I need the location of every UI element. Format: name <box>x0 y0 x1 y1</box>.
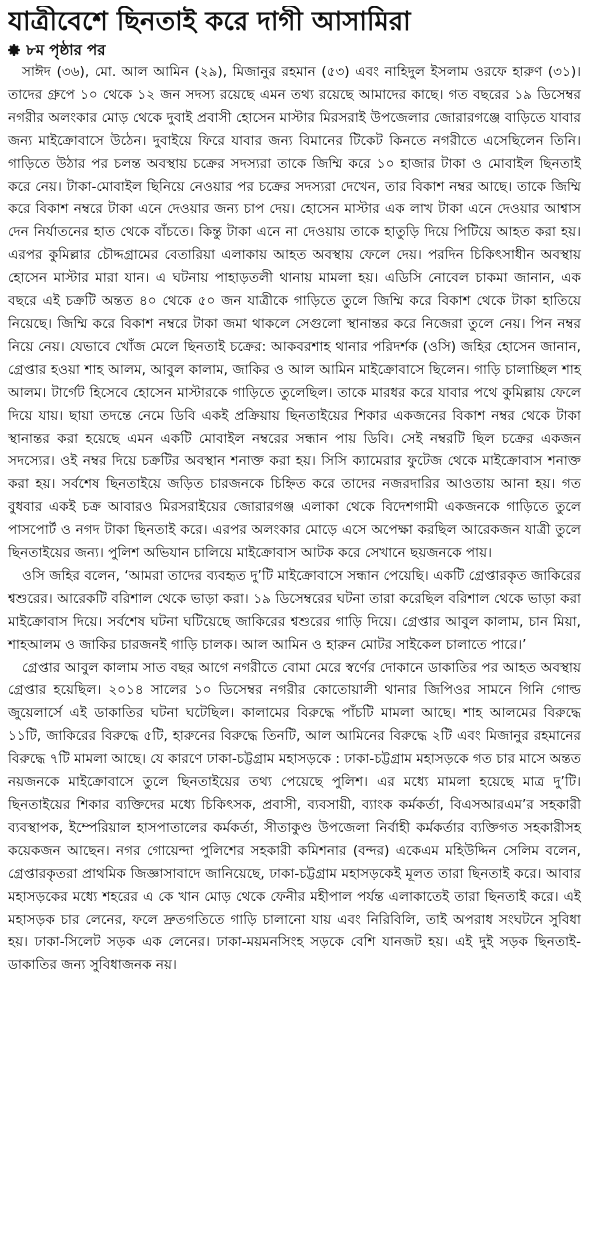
article-paragraph-1: সাঈদ (৩৬), মো. আল আমিন (২৯), মিজানুর রহমান (৫৩) এবং নাহিদুল ইসলাম ওরফে হারুণ (৩১)। তাদের গ্রুপে ১০ থেকে ১২ জন সদস্য রয়েছে এমন তথ্য রয়েছে আমাদের কাছে। গত বছরের ১৯ ডিসেম্বর নগরীর অলংকার মোড় থেকে দুবাই প্রবাসী হোসেন মাস্টার মিরসরাই উপজেলার জোরারগঞ্জে বাড়িতে যাবার জন্য মাইক্রোবাসে উঠেন। দুবাইয়ে ফিরে যাবার জন্য বিমানের টিকেট কিনতে নগরীতে এসেছিলেন তিনি। গাড়িতে উঠার পর চলন্ত অবস্থায় চক্রের সদস্যরা তাকে জিম্মি করে ১০ হাজার টাকা ও মোবাইল ছিনতাই করে নেয়। টাকা-মোবাইল ছিনিয়ে নেওয়ার পর চক্রের সদস্যরা দেখেন, তার বিকাশ নম্বর আছে। তাকে জিম্মি করে বিকাশ নম্বরে টাকা এনে দেওয়ার জন্য চাপ দেয়। হোসেন মাস্টার এক লাখ টাকা এনে দেওয়ার আশ্বাস দেন নির্যাতনের হাত থেকে বাঁচতে। কিন্তু টাকা এনে না দেওয়ায় তাকে হাতুড়ি দিয়ে পিটিয়ে আহত করা হয়। এরপর কুমিল্লার চৌদ্দগ্রামের বেতারিয়া এলাকায় আহত অবস্থায় ফেলে দেয়। পরদিন চিকিৎসাধীন অবস্থায় হোসেন মাস্টার মারা যান। এ ঘটনায় পাহাড়তলী থানায় মামলা হয়। এডিসি নোবেল চাকমা জানান, এক বছরে এই চক্রটি অন্তত ৪০ থেকে ৫০ জন যাত্রীকে গাড়িতে তুলে জিম্মি করে বিকাশ থেকে টাকা হাতিয়ে নিয়েছে। জিম্মি করে বিকাশ নম্বরে টাকা জমা থাকলে সেগুলো স্থানান্তর করে নিজেরা তুলে নেয়। পিন নম্বর নিয়ে নেয়। যেভাবে খোঁজ মেলে ছিনতাই চক্রের: আকবরশাহ থানার পরিদর্শক (ওসি) জহির হোসেন জানান, গ্রেপ্তার হওয়া শাহ আলম, আবুল কালাম, জাকির ও আল আমিন মাইক্রোবাসে ছিলেন। গাড়ি চালাচ্ছিল শাহ আলম। টার্গেট হিসেবে হোসেন মাস্টারকে গাড়িতে তুলেছিল। তাকে মারধর করে যাবার পথে কুমিল্লায় ফেলে দিয়ে যায়। ছায়া তদন্তে নেমে ডিবি একই প্রক্রিয়ায় ছিনতাইয়ের শিকার একজনের বিকাশ নম্বর থেকে টাকা স্থানান্তর করা হয়েছে এমন একটি মোবাইল নম্বরের সন্ধান পায় ডিবি। সেই নম্বরটি ছিল চক্রের একজন সদস্যের। ওই নম্বর দিয়ে চক্রটির অবস্থান শনাক্ত করা হয়। সিসি ক্যামেরার ফুটেজ থেকে মাইক্রোবাস শনাক্ত করা হয়। সর্বশেষ ছিনতাইয়ে জড়িত চারজনকে চিহ্নিত করে তাদের নজরদারির আওতায় আনা হয়। গত বুধবার একই চক্র আবারও মিরসরাইয়ের জোরারগঞ্জ এলাকা থেকে বিদেশগামী একজনকে গাড়িতে তুলে পাসপোর্ট ও নগদ টাকা ছিনতাই করে। এরপর অলংকার মোড়ে এসে অপেক্ষা করছিল আরেকজন যাত্রী তুলে ছিনতাইয়ের জন্য। পুলিশ অভিযান চালিয়ে মাইক্রোবাস আটক করে সেখানে ছয়জনকে পায়। <box>8 64 581 562</box>
gear-bullet-icon <box>8 44 20 56</box>
article-paragraph-2: ওসি জহির বলেন, ‘আমরা তাদের ব্যবহৃত দু’টি মাইক্রোবাসে সন্ধান পেয়েছি। একটি গ্রেপ্তারকৃত জাকিরের শ্বশুরের। আরেকটি বরিশাল থেকে ভাড়া করা। ১৯ ডিসেম্বরের ঘটনা তারা করেছিল বরিশাল থেকে ভাড়া করা মাইক্রোবাস দিয়ে। সর্বশেষ ঘটনা ঘটিয়েছে জাকিরের শ্বশুরের গাড়ি দিয়ে। গ্রেপ্তার আবুল কালাম, চান মিয়া, শাহআলম ও জাকির চারজনই গাড়ি চালক। আল আমিন ও হারুন মোটর সাইকেল চালাতে পারে।’ <box>8 567 581 653</box>
continuation-label: ৮ম পৃষ্ঠার পর <box>26 41 106 59</box>
article-paragraph-3: গ্রেপ্তার আবুল কালাম সাত বছর আগে নগরীতে বোমা মেরে স্বর্ণের দোকানে ডাকাতির পর আহত অবস্থায় গ্রেপ্তার হয়েছিল। ২০১৪ সালের ১০ ডিসেম্বর নগরীর কোতোয়ালী থানার জিপিওর সামনে গিনি গোল্ড জুয়েলার্সে এই ডাকাতির ঘটনা ঘটেছিল। কালামের বিরুদ্ধে পাঁচটি মামলা আছে। শাহ আলমের বিরুদ্ধে ১১টি, জাকিরের বিরুদ্ধে ৫টি, হারুনের বিরুদ্ধে তিনটি, আল আমিনের বিরুদ্ধে ২টি এবং মিজানুর রহমানের বিরুদ্ধে ৭টি মামলা আছে। যে কারণে ঢাকা-চট্টগ্রাম মহাসড়কে : ঢাকা-চট্টগ্রাম মহাসড়কে গত চার মাসে অন্তত নয়জনকে মাইক্রোবাসে তুলে ছিনতাইয়ের তথ্য পেয়েছে পুলিশ। এর মধ্যে মামলা হয়েছে মাত্র দু’টি। ছিনতাইয়ের শিকার ব্যক্তিদের মধ্যে চিকিৎসক, প্রবাসী, ব্যবসায়ী, ব্যাংক কর্মকর্তা, বিএসআরএম’র সহকারী ব্যবস্থাপক, ইম্পেরিয়াল হাসপাতালের কর্মকর্তা, সীতাকুণ্ড উপজেলা নির্বাহী কর্মকর্তার ব্যক্তিগত সহকারীসহ কয়েকজন আছেন। নগর গোয়েন্দা পুলিশের সহকারী কমিশনার (বন্দর) একেএম মহিউদ্দিন সেলিম বলেন, গ্রেপ্তারকৃতরা প্রাথমিক জিজ্ঞাসাবাদে জানিয়েছে, ঢাকা-চট্টগ্রাম মহাসড়কেই মূলত তারা ছিনতাই করে। আবার মহাসড়কের মধ্যে শহরের এ কে খান মোড় থেকে ফেনীর মহীপাল পর্যন্ত এলাকাতেই তারা ছিনতাই করে। এই মহাসড়ক চার লেনের, ফলে দ্রুতগতিতে গাড়ি চালানো যায় এবং নিরিবিলি, তাই অপরাধ সংঘটনে সুবিধা হয়। ঢাকা-সিলেট সড়ক এক লেনের। ঢাকা-ময়মনসিংহ সড়কে বেশি যানজট হয়। এই দুই সড়ক ছিনতাই-ডাকাতির জন্য সুবিধাজনক নয়। <box>8 659 581 974</box>
continuation-line <box>8 40 581 60</box>
article-headline: যাত্রীবেশে ছিনতাই করে দাগী আসামিরা <box>8 7 411 37</box>
article-body <box>8 61 581 977</box>
